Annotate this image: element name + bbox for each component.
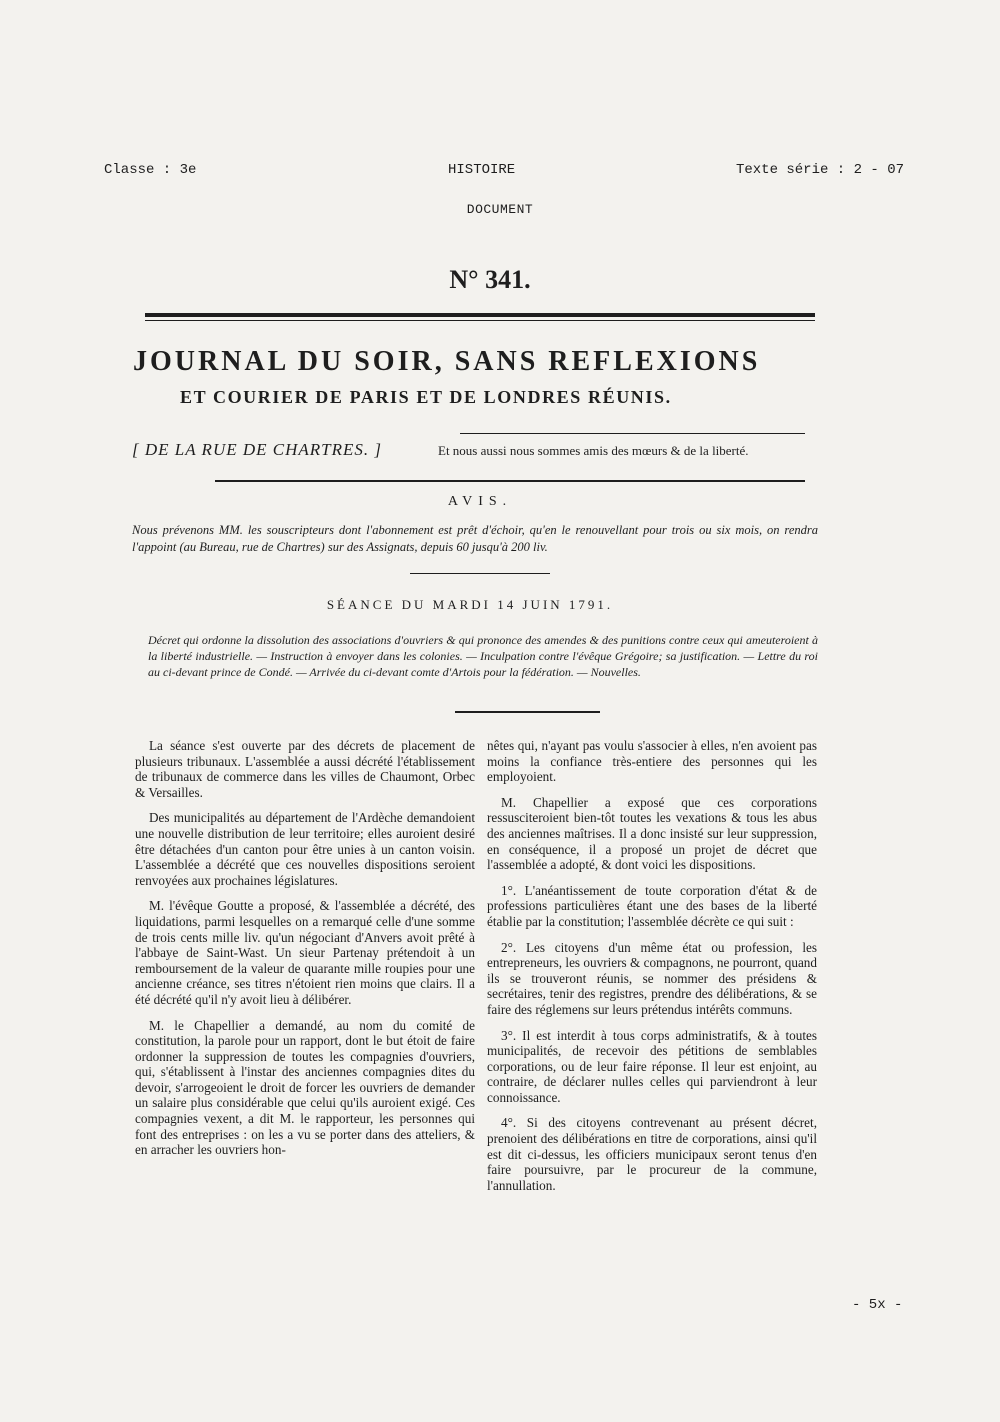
newspaper-subtitle: ET COURIER DE PARIS ET DE LONDRES RÉUNIS. <box>180 387 672 407</box>
newspaper-title: JOURNAL DU SOIR, SANS REFLEXIONS <box>133 346 761 377</box>
street-address: [ DE LA RUE DE CHARTRES. ] <box>132 440 382 459</box>
document-label: DOCUMENT <box>466 202 534 217</box>
newspaper-motto: Et nous aussi nous sommes amis des mœurs & de la liberté. <box>438 443 749 458</box>
paragraph: M. le Chapellier a demandé, au nom du comité de constitution, la parole pour un rapport, dont le but étoit de faire ordonner la suppression de toutes les compagnies d'ouvriers, qui, s'établissent à l'instar des anciennes compagnies dites du devoir, s'arrogeoient le droit de forcer les ouvriers de demander un salaire plus considérable que celui qu'ils auroient exigé. Ces compagnies vexent, a dit M. le rapporteur, les personnes qui font des entreprises : on les a vu se porter dans des atteliers, & en arracher les ouvriers hon- <box>135 1017 475 1158</box>
paragraph: 3°. Il est interdit à tous corps administratifs, & à toutes municipalités, de recevoir des pétitions de semblables corporations, ou de leur faire réponse. Il leur est enjoint, au contraire, de déclarer nulles celles qui parviendront à leur connoissance. <box>487 1027 817 1105</box>
seance-summary: Décret qui ordonne la dissolution des associations d'ouvriers & qui prononce des amendes & des punitions contre ceux qui ameuteroient à la liberté industrielle. — Instruction à envoyer dans les colonies. — Inculpation contre l'évêque Grégoire; sa justification. — Lettre du roi au ci-devant prince de Condé. — Arrivée du ci-devant comte d'Artois pour la fédération. — Nouvelles. <box>148 633 818 679</box>
avis-notice: Nous prévenons MM. les souscripteurs dont l'abonnement est prêt d'échoir, qu'en le renouvellant pour trois ou six mois, on rendra l'appoint (au Bureau, rue de Chartres) sur des Assignats, depuis 60 jusqu'à 200 liv. <box>132 523 818 554</box>
issue-number: N° 341. <box>449 265 531 294</box>
document-header <box>104 162 904 184</box>
paragraph: M. Chapellier a exposé que ces corporations ressusciteroient bien-tôt toutes les vexations & tous les abus des anciennes maîtrises. Il a donc insisté sur leur suppression, en conséquence, il a proposé un projet de décret que l'assemblée a adopté, & dont voici les dispositions. <box>487 794 817 873</box>
paragraph: 4°. Si des citoyens contrevenant au présent décret, prenoient des délibérations en titre de corporations, ainsi qu'il est dit ci-dessus, les officiers municipaux seront tenus d'en faire poursuivre, par le procureur de la commune, l'annullation. <box>487 1115 817 1193</box>
masthead-top-rule-thin <box>145 320 815 321</box>
summary-divider <box>455 711 600 713</box>
paragraph: La séance s'est ouverte par des décrets de placement de plusieurs tribunaux. L'assemblée a aussi décrété l'établissement de tribunaux de commerce dans les villes de Chaumont, Orbec & Versailles. <box>135 738 475 800</box>
masthead-top-rule <box>145 313 815 317</box>
paragraph: 1°. L'anéantissement de toute corporation d'état & de professions particulières étant une des bases de la liberté établie par la constitution; l'assemblée décrète ce qui suit : <box>487 882 817 929</box>
left-column <box>135 738 475 1168</box>
paragraph: 2°. Les citoyens d'un même état ou profession, les entrepreneurs, les ouvriers & compagnons, ne pourront, quand ils se trouveront réunis, se nommer des présidens & secrétaires, tenir des registres, prendre des délibérations, & se faire des réglemens sur leurs prétendus intérêts communs. <box>487 939 817 1017</box>
seance-heading: SÉANCE DU MARDI 14 JUIN 1791. <box>326 597 614 612</box>
avis-divider <box>410 573 550 574</box>
paragraph: Des municipalités au département de l'Ardèche demandoient une nouvelle distribution de leur territoire; elles auroient desiré être détachées d'un canton pour être unies à un canton voisin. L'assemblée a décrété que ces nouvelles dispositions seroient renvoyées aux prochaines législatures. <box>135 810 475 888</box>
motto-rule <box>460 433 805 434</box>
right-column <box>487 738 817 1203</box>
paragraph: M. l'évêque Goutte a proposé, & l'assemblée a décrété, des liquidations, parmi lesquelles on a remarqué celle d'une somme de trois cents mille liv. qu'un négociant d'Anvers avoit prêté à l'abbaye de Saint-Wast. Un sieur Partenay prétendoit à un remboursement de la valeur de quarante mille roupies pour une ancienne créance, ses titres n'étoient rien moins que clairs. Il a été décrété qu'il n'y avoit lieu à délibérer. <box>135 898 475 1007</box>
serie-label: Texte série : 2 - 07 <box>735 162 904 178</box>
subject-label: HISTOIRE <box>448 162 516 178</box>
class-label: Classe : 3e <box>104 162 197 178</box>
paragraph: nêtes qui, n'ayant pas voulu s'associer à elles, n'en avoient pas moins la confiance très-entiere des personnes qui les employoient. <box>487 738 817 785</box>
masthead-bottom-rule <box>215 480 805 482</box>
avis-heading: AVIS. <box>447 494 513 509</box>
page-number: - 5x - <box>852 1297 903 1313</box>
